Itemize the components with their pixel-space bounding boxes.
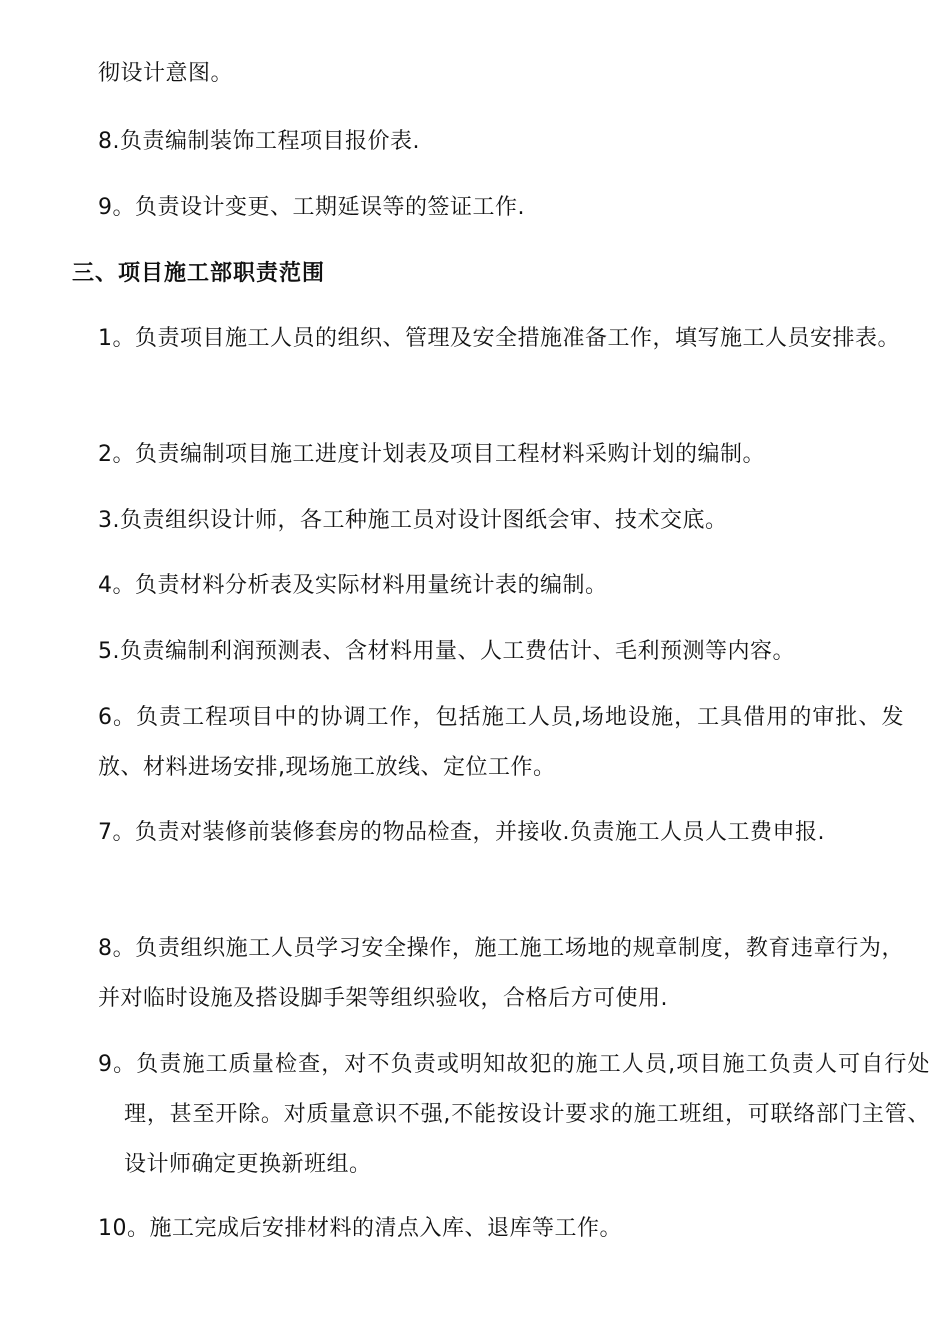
section3-item-6: 6。负责工程项目中的协调工作，包括施工人员,场地设施，工具借用的审批、发放、材料进场安排,现场施工放线、定位工作。 bbox=[98, 705, 904, 780]
section2-item-9: 9。负责设计变更、工期延误等的签证工作. bbox=[98, 195, 525, 220]
section3-item-3: 3.负责组织设计师，各工种施工员对设计图纸会审、技术交底。 bbox=[98, 508, 728, 533]
section3-heading: 三、项目施工部职责范围 bbox=[72, 261, 326, 286]
section3-item-7: 7。负责对装修前装修套房的物品检查，并接收.负责施工人员人工费申报. bbox=[98, 820, 825, 845]
section3-item-8: 8。负责组织施工人员学习安全操作，施工施工场地的规章制度，教育违章行为，并对临时设施及搭设脚手架等组织验收，合格后方可使用. bbox=[98, 936, 904, 1011]
section2-item-8: 8.负责编制装饰工程项目报价表. bbox=[98, 129, 420, 154]
section3-item-9: 9。负责施工质量检查，对不负责或明知故犯的施工人员,项目施工负责人可自行处理，甚至开除。对质量意识不强,不能按设计要求的施工班组，可联络部门主管、设计师确定更换新班组。 bbox=[98, 1052, 930, 1177]
section3-item-5: 5.负责编制利润预测表、含材料用量、人工费估计、毛利预测等内容。 bbox=[98, 639, 795, 664]
section3-item-1: 1。负责项目施工人员的组织、管理及安全措施准备工作，填写施工人员安排表。 bbox=[98, 326, 900, 351]
continuation-line: 彻设计意图。 bbox=[98, 61, 234, 86]
section3-item-2: 2。负责编制项目施工进度计划表及项目工程材料采购计划的编制。 bbox=[98, 442, 765, 467]
section3-item-4: 4。负责材料分析表及实际材料用量统计表的编制。 bbox=[98, 573, 608, 598]
section3-item-10: 10。施工完成后安排材料的清点入库、退库等工作。 bbox=[98, 1216, 622, 1241]
